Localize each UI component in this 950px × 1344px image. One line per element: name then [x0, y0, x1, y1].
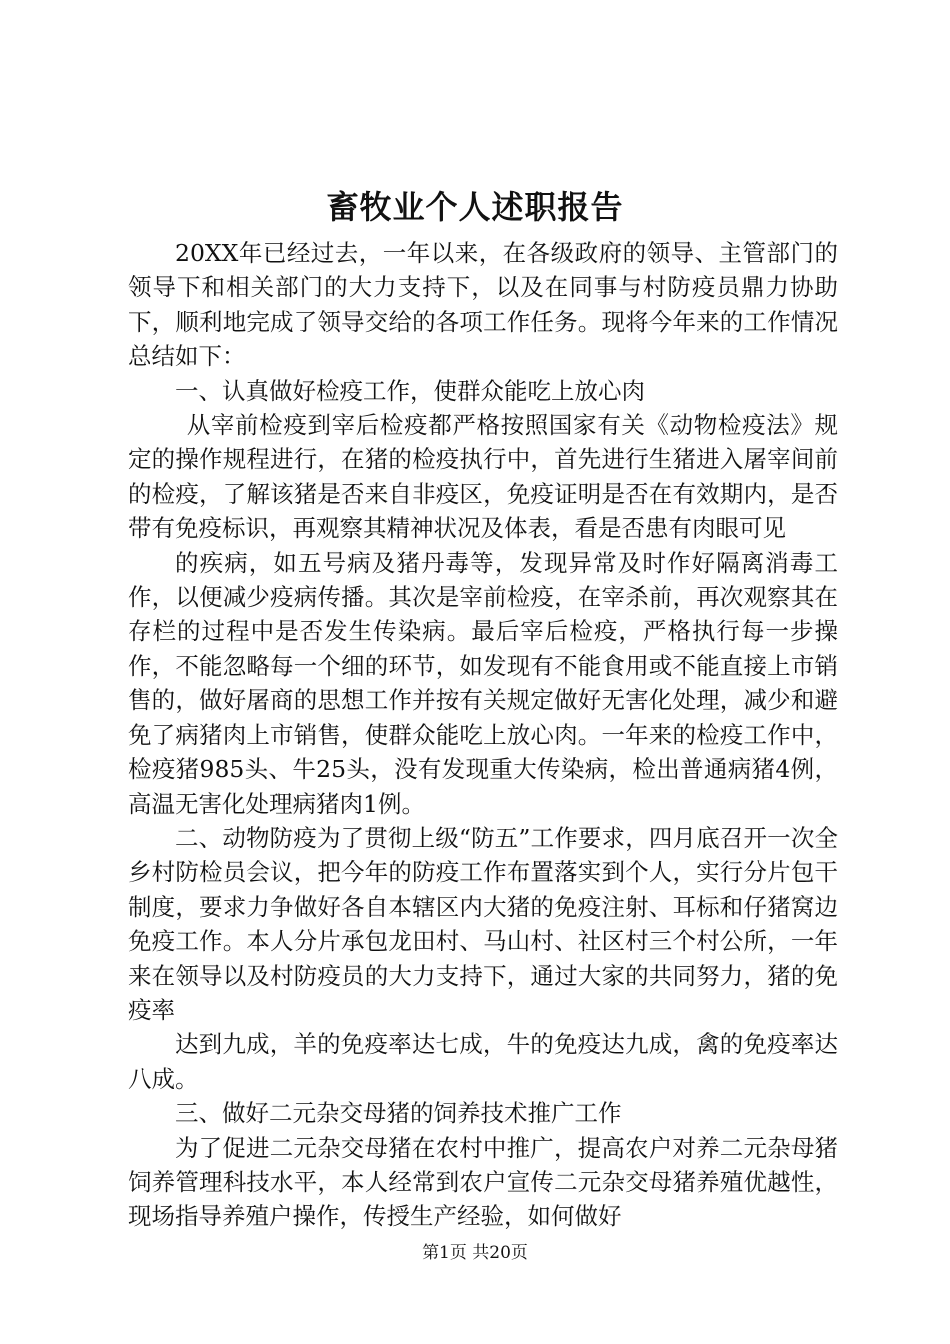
paragraph-sow-promotion: 为了促进二元杂交母猪在农村中推广，提高农户对养二元杂母猪饲养管理科技水平，本人经常到农户宣传二元杂交母猪养殖优越性，现场指导养殖户操作，传授生产经验，如何做好 [128, 1133, 838, 1231]
paragraph-quarantine-1: 从宰前检疫到宰后检疫都严格按照国家有关《动物检疫法》规定的操作规程进行，在猪的检疫执行中，首先进行生猪进入屠宰间前的检疫，了解该猪是否来自非疫区，免疫证明是否在有效期内，是否带有免疫标识，再观察其精神状况及体表，看是否患有肉眼可见 [128, 411, 838, 543]
page-footer: 第1页 共20页 [422, 1243, 528, 1263]
paragraph-quarantine-2: 的疾病，如五号病及猪丹毒等，发现异常及时作好隔离消毒工作，以便减少疫病传播。其次是宰前检疫，在宰杀前，再次观察其在存栏的过程中是否发生传染病。最后宰后检疫，严格执行每一步操作，不能忽略每一个细的环节，如发现有不能食用或不能直接上市销售的，做好屠商的思想工作并按有关规定做好无害化处理，减少和避免了病猪肉上市销售，使群众能吃上放心肉。一年来的检疫工作中，检疫猪985头、牛25头，没有发现重大传染病，检出普通病猪4例，高温无害化处理病猪肉1例。 [128, 548, 838, 818]
paragraph-epidemic-prevention-2: 达到九成，羊的免疫率达七成，牛的免疫达九成，禽的免疫率达八成。 [128, 1030, 838, 1093]
paragraph-epidemic-prevention-1: 二、动物防疫为了贯彻上级“防五”工作要求，四月底召开一次全乡村防检员会议，把今年的防疫工作布置落实到个人，实行分片包干制度，要求力争做好各自本辖区内大猪的免疫注射、耳标和仔猪窝边免疫工作。本人分片承包龙田村、马山村、社区村三个村公所，一年来在领导以及村防疫员的大力支持下，通过大家的共同努力，猪的免疫率 [128, 823, 838, 1024]
section-heading-3: 三、做好二元杂交母猪的饲养技术推广工作 [175, 1099, 622, 1128]
section-heading-1: 一、认真做好检疫工作，使群众能吃上放心肉 [175, 376, 645, 405]
paragraph-intro: 20XX年已经过去，一年以来，在各级政府的领导、主管部门的领导下和相关部门的大力支持下，以及在同事与村防疫员鼎力协助下，顺利地完成了领导交给的各项工作任务。现将今年来的工作情况总结如下： [128, 239, 838, 371]
document-body [128, 236, 838, 1234]
document-title: 畜牧业个人述职报告 [326, 188, 624, 226]
